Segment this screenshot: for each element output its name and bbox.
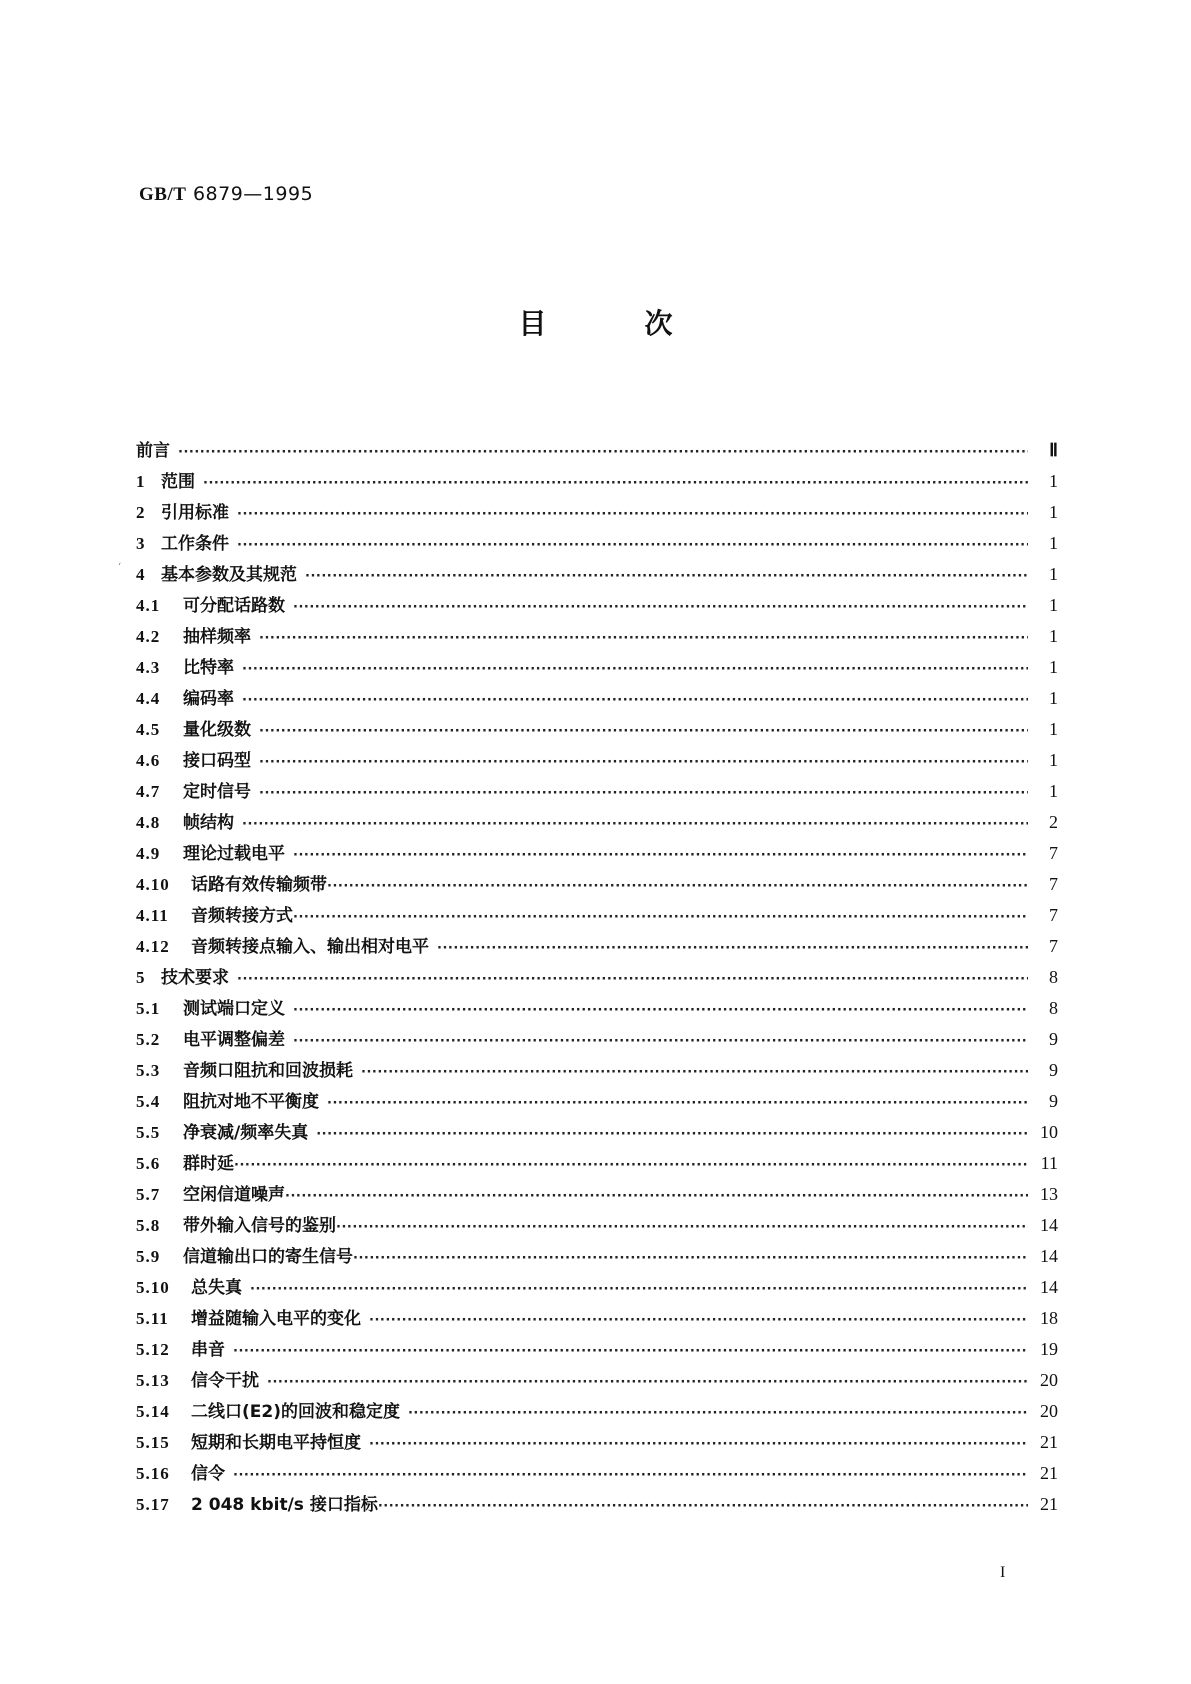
toc-entry[interactable]	[136, 746, 1058, 777]
toc-entry-page: 8	[1049, 967, 1058, 987]
toc-entry-number: 4.6	[136, 751, 161, 770]
toc-entry-page: Ⅱ	[1049, 440, 1058, 460]
dot-leader	[259, 631, 1028, 646]
toc-entry-label: 音频口阻抗和回波损耗	[183, 1061, 353, 1081]
dot-leader	[408, 1406, 1028, 1421]
dot-leader	[178, 445, 1028, 460]
toc-entry-number: 4.12	[136, 937, 170, 956]
toc-entry[interactable]	[136, 591, 1058, 622]
toc-entry[interactable]	[136, 1490, 1058, 1521]
toc-entry-number: 5.11	[136, 1309, 169, 1328]
toc-entry-number: 5.15	[136, 1433, 170, 1452]
toc-entry-page: 9	[1049, 1060, 1058, 1080]
toc-entry-page: 14	[1040, 1246, 1058, 1266]
toc-entry-number: 3	[136, 534, 146, 553]
toc-entry-label: 电平调整偏差	[183, 1030, 285, 1050]
toc-entry-page: 21	[1040, 1463, 1058, 1483]
dot-leader	[250, 1282, 1028, 1297]
toc-entry[interactable]	[136, 1025, 1058, 1056]
toc-entry[interactable]	[136, 715, 1058, 746]
toc-entry-number: 4.11	[136, 906, 169, 925]
dot-leader	[327, 1096, 1028, 1111]
toc-entry-number: 5.8	[136, 1216, 161, 1235]
toc-title-char-1: 目	[518, 307, 547, 340]
toc-entry-page: 14	[1040, 1215, 1058, 1235]
dot-leader	[361, 1065, 1028, 1080]
dot-leader	[259, 724, 1028, 739]
toc-entry-page: 1	[1049, 564, 1058, 584]
toc-entry[interactable]	[136, 1180, 1058, 1211]
toc-entry-page: 14	[1040, 1277, 1058, 1297]
toc-entry-page: 1	[1049, 626, 1058, 646]
toc-entry-number: 4.5	[136, 720, 161, 739]
dot-leader	[369, 1437, 1028, 1452]
toc-entry-page: 1	[1049, 688, 1058, 708]
toc-entry-label: 技术要求	[161, 968, 229, 988]
toc-entry-number: 4.8	[136, 813, 161, 832]
toc-entry[interactable]	[136, 808, 1058, 839]
toc-entry[interactable]	[136, 622, 1058, 653]
standard-prefix: GB/T	[139, 184, 187, 205]
toc-entry[interactable]	[136, 901, 1058, 932]
toc-entry[interactable]	[136, 1056, 1058, 1087]
toc-entry[interactable]	[136, 1242, 1058, 1273]
toc-entry-number: 5.1	[136, 999, 161, 1018]
toc-entry-label: 帧结构	[183, 813, 234, 833]
toc-entry-label: 总失真	[191, 1278, 242, 1298]
dot-leader	[369, 1313, 1028, 1328]
toc-entry[interactable]	[136, 1428, 1058, 1459]
toc-entry-page: 21	[1040, 1494, 1058, 1514]
toc-entry-label: 信令干扰	[191, 1371, 259, 1391]
toc-title-char-2: 次	[644, 307, 673, 340]
toc-entry-page: 1	[1049, 533, 1058, 553]
toc-entry[interactable]	[136, 684, 1058, 715]
dot-leader	[259, 786, 1028, 801]
toc-entry-label: 信令	[191, 1464, 225, 1484]
toc-entry-page: 1	[1049, 719, 1058, 739]
toc-entry-page: 20	[1040, 1370, 1058, 1390]
toc-entry-page: 1	[1049, 781, 1058, 801]
toc-entry-page: 7	[1049, 843, 1058, 863]
toc-entry-page: 9	[1049, 1091, 1058, 1111]
toc-entry-number: 5.14	[136, 1402, 170, 1421]
toc-entry[interactable]	[136, 436, 1058, 467]
toc-entry-label: 阻抗对地不平衡度	[183, 1092, 319, 1112]
toc-entry[interactable]	[136, 932, 1058, 963]
toc-entry-page: 8	[1049, 998, 1058, 1018]
toc-entry[interactable]	[136, 1459, 1058, 1490]
page-number: I	[1000, 1564, 1006, 1581]
toc-entry[interactable]	[136, 1087, 1058, 1118]
toc-entry-label: 增益随输入电平的变化	[191, 1309, 361, 1329]
dot-leader	[203, 476, 1028, 491]
toc-entry[interactable]	[136, 1397, 1058, 1428]
toc-entry-number: 5.5	[136, 1123, 161, 1142]
dot-leader	[293, 848, 1028, 863]
toc-entry-number: 5.10	[136, 1278, 170, 1297]
dot-leader	[242, 662, 1028, 677]
toc-entry-number: 4.2	[136, 627, 161, 646]
toc-entry-page: 7	[1049, 874, 1058, 894]
toc-entry-page: 11	[1040, 1153, 1058, 1173]
toc-entry-number: 5.7	[136, 1185, 161, 1204]
toc-entry-number: 5.4	[136, 1092, 161, 1111]
toc-entry-label: 量化级数	[183, 720, 251, 740]
toc-entry-label: 理论过载电平	[183, 844, 285, 864]
toc-entry-page: 21	[1040, 1432, 1058, 1452]
toc-entry-number: 5.16	[136, 1464, 170, 1483]
toc-entry-label: 引用标准	[161, 503, 229, 523]
scan-speck: ʻ	[118, 562, 122, 573]
dot-leader	[259, 755, 1028, 770]
standard-number: 6879—1995	[192, 183, 314, 205]
dot-leader	[293, 1034, 1028, 1049]
toc-entry[interactable]	[136, 839, 1058, 870]
toc-entry-page: 20	[1040, 1401, 1058, 1421]
toc-entry-page: 1	[1049, 471, 1058, 491]
dot-leader	[237, 972, 1028, 987]
table-of-contents	[136, 436, 1058, 1521]
toc-entry[interactable]	[136, 653, 1058, 684]
toc-entry-page: 1	[1049, 750, 1058, 770]
dot-leader	[237, 507, 1028, 522]
toc-entry-number: 5.2	[136, 1030, 161, 1049]
toc-entry-label: 编码率	[183, 689, 234, 709]
toc-entry[interactable]	[136, 1335, 1058, 1366]
dot-leader	[233, 1344, 1028, 1359]
toc-entry-label: 短期和长期电平持恒度	[191, 1433, 361, 1453]
toc-entry-number: 4	[136, 565, 146, 584]
dot-leader	[293, 600, 1028, 615]
toc-entry-number: 4.4	[136, 689, 161, 708]
toc-entry-label: 前言	[136, 441, 170, 461]
dot-leader	[437, 941, 1028, 956]
toc-entry-label: 测试端口定义	[183, 999, 285, 1019]
toc-entry-number: 4.9	[136, 844, 161, 863]
toc-entry-number: 5	[136, 968, 146, 987]
toc-entry[interactable]	[136, 1211, 1058, 1242]
toc-entry-page: 18	[1040, 1308, 1058, 1328]
toc-entry-page: 1	[1049, 657, 1058, 677]
toc-entry-number: 5.12	[136, 1340, 170, 1359]
dot-leader	[267, 1375, 1028, 1390]
dot-leader	[242, 817, 1028, 832]
toc-entry-label: 群时延	[183, 1154, 234, 1174]
toc-entry-label: 比特率	[183, 658, 234, 678]
dot-leader	[293, 910, 1028, 925]
toc-entry-label: 带外输入信号的鉴别	[183, 1216, 336, 1236]
toc-entry[interactable]	[136, 777, 1058, 808]
toc-entry-number: 5.17	[136, 1495, 170, 1514]
toc-entry-number: 5.9	[136, 1247, 161, 1266]
toc-entry-label: 空闲信道噪声	[183, 1185, 285, 1205]
dot-leader	[293, 1003, 1028, 1018]
toc-entry[interactable]	[136, 870, 1058, 901]
toc-entry[interactable]	[136, 467, 1058, 498]
toc-entry-label: 范围	[161, 472, 195, 492]
toc-entry-number: 5.3	[136, 1061, 161, 1080]
toc-entry-label: 话路有效传输频带	[191, 875, 327, 895]
toc-entry[interactable]	[136, 994, 1058, 1025]
toc-entry-label: 定时信号	[183, 782, 251, 802]
toc-entry-label: 可分配话路数	[183, 596, 285, 616]
toc-entry-label: 工作条件	[161, 534, 229, 554]
toc-entry-number: 2	[136, 503, 146, 522]
toc-entry[interactable]	[136, 963, 1058, 994]
dot-leader	[242, 693, 1028, 708]
toc-entry-label: 基本参数及其规范	[161, 565, 297, 585]
dot-leader	[234, 1158, 1028, 1173]
toc-entry-page: 1	[1049, 502, 1058, 522]
toc-entry-label: 信道输出口的寄生信号	[183, 1247, 353, 1267]
toc-entry-label: 净衰减/频率失真	[183, 1123, 309, 1143]
toc-entry-page: 19	[1040, 1339, 1058, 1359]
dot-leader	[285, 1189, 1028, 1204]
standard-code	[139, 183, 313, 206]
toc-entry-label: 二线口(E2)的回波和稳定度	[191, 1402, 400, 1422]
toc-entry-label: 抽样频率	[183, 627, 251, 647]
toc-entry-number: 4.1	[136, 596, 161, 615]
toc-entry[interactable]	[136, 1149, 1058, 1180]
dot-leader	[353, 1251, 1028, 1266]
toc-entry[interactable]	[136, 1118, 1058, 1149]
toc-entry[interactable]	[136, 560, 1058, 591]
toc-entry-label: 音频转接方式	[191, 906, 293, 926]
dot-leader	[237, 538, 1028, 553]
toc-entry-number: 1	[136, 472, 146, 491]
toc-title	[0, 302, 1191, 342]
dot-leader	[327, 879, 1028, 894]
toc-entry-label: 接口码型	[183, 751, 251, 771]
dot-leader	[305, 569, 1028, 584]
toc-entry-page: 7	[1049, 936, 1058, 956]
toc-entry-number: 5.13	[136, 1371, 170, 1390]
toc-entry-page: 13	[1040, 1184, 1058, 1204]
toc-entry-number: 4.10	[136, 875, 170, 894]
dot-leader	[233, 1468, 1028, 1483]
toc-entry-label: 2 048 kbit/s 接口指标	[191, 1495, 378, 1515]
toc-entry-number: 4.3	[136, 658, 161, 677]
toc-entry[interactable]	[136, 1366, 1058, 1397]
toc-entry[interactable]	[136, 1304, 1058, 1335]
toc-entry-label: 串音	[191, 1340, 225, 1360]
toc-entry-page: 9	[1049, 1029, 1058, 1049]
toc-entry[interactable]	[136, 498, 1058, 529]
dot-leader	[378, 1499, 1028, 1514]
toc-entry-page: 7	[1049, 905, 1058, 925]
dot-leader	[336, 1220, 1028, 1235]
toc-entry[interactable]	[136, 529, 1058, 560]
toc-entry-page: 2	[1049, 812, 1058, 832]
toc-entry-label: 音频转接点输入、输出相对电平	[191, 937, 429, 957]
toc-entry-number: 5.6	[136, 1154, 161, 1173]
toc-entry[interactable]	[136, 1273, 1058, 1304]
dot-leader	[316, 1127, 1028, 1142]
toc-entry-page: 1	[1049, 595, 1058, 615]
toc-entry-page: 10	[1040, 1122, 1058, 1142]
toc-entry-number: 4.7	[136, 782, 161, 801]
